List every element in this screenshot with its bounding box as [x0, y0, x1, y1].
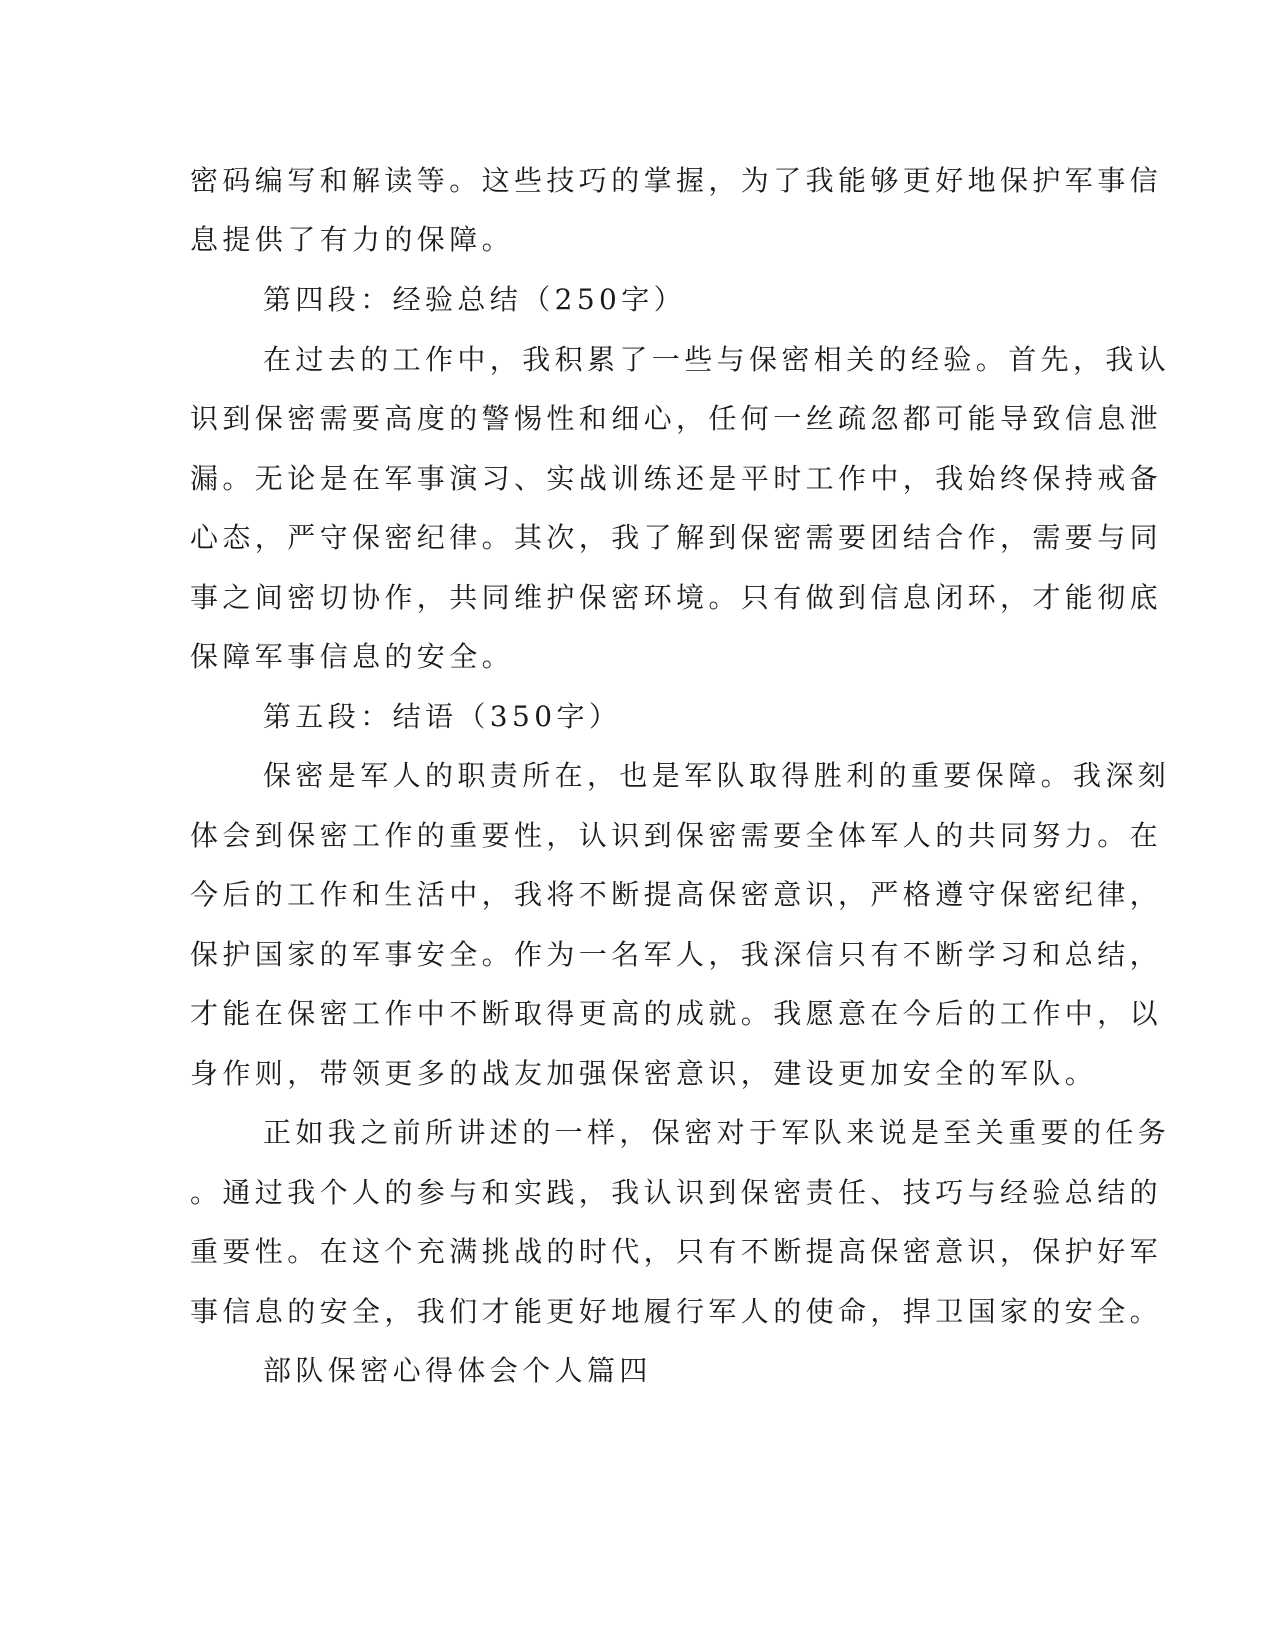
section-heading: 第五段：结语（350字）	[263, 700, 622, 733]
text-line: 才能在保密工作中不断取得更高的成就。我愿意在今后的工作中，以	[190, 997, 1163, 1030]
text-line: 正如我之前所讲述的一样，保密对于军队来说是至关重要的任务	[263, 1116, 1171, 1149]
text-line: 密码编写和解读等。这些技巧的掌握，为了我能够更好地保护军事信	[190, 164, 1163, 197]
text-line: 漏。无论是在军事演习、实战训练还是平时工作中，我始终保持戒备	[190, 462, 1163, 495]
text-line: 重要性。在这个充满挑战的时代，只有不断提高保密意识，保护好军	[190, 1235, 1163, 1268]
text-line: 事信息的安全，我们才能更好地履行军人的使命，捍卫国家的安全。	[190, 1295, 1163, 1328]
text-line: 保护国家的军事安全。作为一名军人，我深信只有不断学习和总结，	[190, 938, 1163, 971]
text-line: 事之间密切协作，共同维护保密环境。只有做到信息闭环，才能彻底	[190, 581, 1163, 614]
text-line: 保密是军人的职责所在，也是军队取得胜利的重要保障。我深刻	[263, 759, 1171, 792]
text-line: 心态，严守保密纪律。其次，我了解到保密需要团结合作，需要与同	[190, 521, 1163, 554]
text-line: 保障军事信息的安全。	[190, 640, 515, 673]
section-heading: 第四段：经验总结（250字）	[263, 283, 687, 316]
text-line: 在过去的工作中，我积累了一些与保密相关的经验。首先，我认	[263, 343, 1171, 376]
text-line: 。通过我个人的参与和实践，我认识到保密责任、技巧与经验总结的	[190, 1176, 1163, 1209]
section-heading: 部队保密心得体会个人篇四	[263, 1354, 652, 1387]
text-line: 今后的工作和生活中，我将不断提高保密意识，严格遵守保密纪律，	[190, 878, 1163, 911]
text-line: 体会到保密工作的重要性，认识到保密需要全体军人的共同努力。在	[190, 819, 1163, 852]
text-line: 身作则，带领更多的战友加强保密意识，建设更加安全的军队。	[190, 1057, 1098, 1090]
text-line: 息提供了有力的保障。	[190, 223, 515, 256]
text-line: 识到保密需要高度的警惕性和细心，任何一丝疏忽都可能导致信息泄	[190, 402, 1163, 435]
